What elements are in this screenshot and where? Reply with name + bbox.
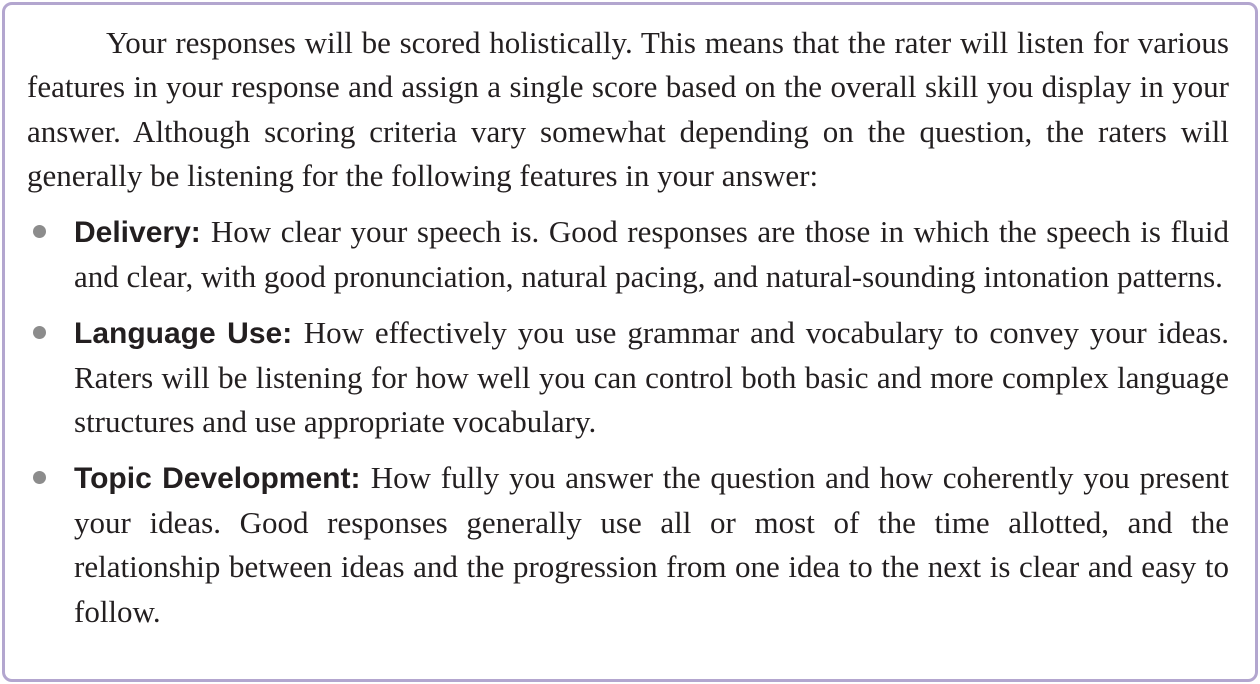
criterion-text: How fully you answer the question and how coherently you present your ideas. Good responses generally use all or most of the time allotted, and the relationship between ideas and the progression from one idea to the next is clear and easy to follow. xyxy=(74,459,1230,629)
criteria-list xyxy=(27,210,1229,634)
criterion-language-use xyxy=(27,311,1229,445)
bullet-icon xyxy=(33,225,46,238)
criterion-term: Delivery: xyxy=(74,216,211,250)
criterion-delivery xyxy=(27,210,1229,300)
criterion-term: Language Use: xyxy=(74,316,304,350)
bullet-icon xyxy=(33,471,46,484)
criterion-text: How effectively you use grammar and vocabulary to convey your ideas. Raters will be listening for how well you can control both basic and more complex language structures and use appropriate vocabulary. xyxy=(74,314,1230,440)
criterion-topic-development xyxy=(27,456,1229,634)
intro-paragraph: Your responses will be scored holistically. This means that the rater will listen for various features in your response and assign a single score based on the overall skill you display in your answer. Although scoring criteria vary somewhat depending on the question, the raters will generally be listening for the following features in your answer: xyxy=(27,25,1229,193)
document-body xyxy=(27,21,1229,645)
criterion-term: Topic Development: xyxy=(74,461,371,495)
bullet-icon xyxy=(33,326,46,339)
criterion-text: How clear your speech is. Good responses are those in which the speech is fluid and clear, with good pronunciation, natural pacing, and natural-sounding intonation patterns. xyxy=(74,214,1230,295)
content-box xyxy=(2,2,1258,682)
